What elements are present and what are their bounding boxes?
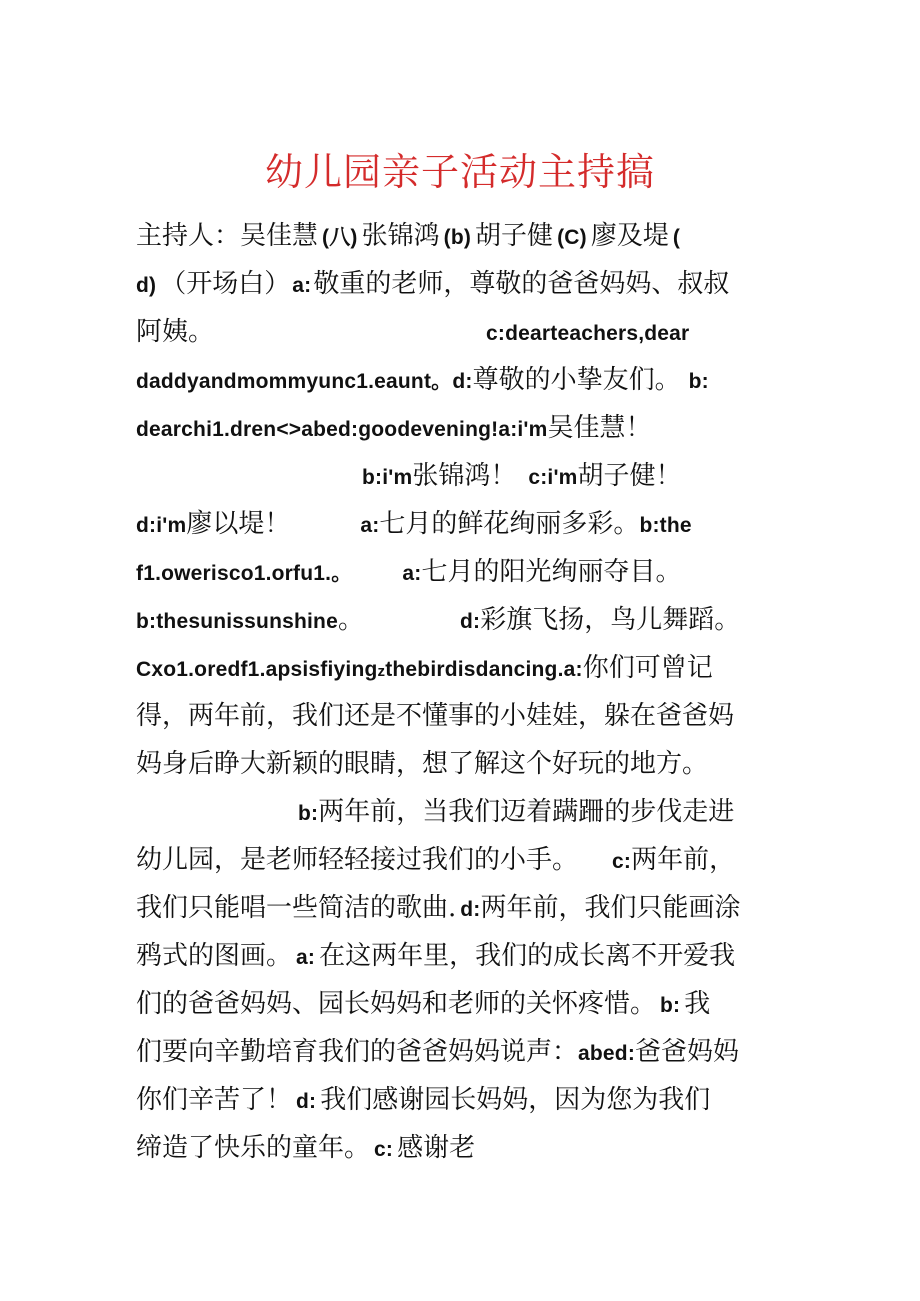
text-line [136,212,796,260]
text-segment: 。 [337,605,364,635]
text-segment: 幼儿园，是老师轻轻接过我们的小手。 [136,845,579,875]
text-segment: b:i'm [362,466,413,489]
text-line [136,980,796,1028]
text-segment: 敬重的老师，尊敬的爸爸妈妈、叔叔 [313,269,730,299]
text-line [136,692,796,740]
text-segment: 我们只能唱一些简洁的歌曲. [136,893,457,923]
text-segment: b: [688,370,709,393]
text-segment: 廖及堤 [590,221,669,251]
text-segment: 你们可曾记 [582,653,713,683]
text-segment: 主持人：吴佳慧 [136,221,319,251]
text-segment: 妈身后睁大新颖的眼睛，想了解这个好玩的地方。 [136,749,709,779]
text-segment: 。 [431,370,453,393]
text-segment: b: [660,994,681,1017]
text-segment: 两年前，我们只能画涂 [480,893,741,923]
text-segment: daddyandmommyunc1.eaunt [136,370,432,393]
text-segment: a: [402,562,422,585]
text-segment: 鸦式的图画。 [136,941,293,971]
text-segment: ( [672,226,681,249]
text-segment: f1.owerisco1.orfu1. [136,562,332,585]
text-segment: d) [136,274,157,297]
text-segment: 我们感谢园长妈妈，因为您为我们 [320,1085,711,1115]
text-segment: (八) [322,226,358,249]
text-segment: 两年前， [631,845,736,875]
text-segment: 胡子健 [475,221,554,251]
page-title: 幼儿园亲子活动主持搞 [264,150,655,194]
text-segment: 们要向辛勤培育我们的爸爸妈妈说声： [136,1037,579,1067]
text-segment: 吴佳慧！ [547,413,652,443]
text-line [136,788,796,836]
text-segment: b:the [639,514,692,537]
text-segment: z [377,663,386,680]
text-line [136,452,796,500]
text-line [136,404,796,452]
text-segment: 胡子健！ [577,461,682,491]
text-segment: c:dearteachers,dear [486,322,690,345]
text-segment: 在这两年里，我们的成长离不开爱我 [319,941,736,971]
text-segment: a: [360,514,380,537]
text-segment: d: [296,1090,317,1113]
text-line [136,500,796,548]
text-segment: d: [459,610,481,633]
text-segment: dearchi1.dren<>abed:goodevening!a:i'm [136,418,548,441]
text-segment: thebirdisdancing.a: [385,658,583,681]
text-segment: 七月的阳光绚丽夺目。 [421,557,682,587]
text-line [136,644,796,692]
text-segment: 张锦鸿！ [412,461,517,491]
text-segment: (b) [443,226,472,249]
text-segment: 我 [684,989,711,1019]
text-segment: 爸爸妈妈 [635,1037,740,1067]
text-segment: 感谢老 [397,1133,476,1163]
text-segment: c: [612,850,632,873]
text-segment: abed: [578,1042,636,1065]
text-segment: （开场白） [160,269,291,299]
text-segment: 你们辛苦了！ [136,1085,293,1115]
text-segment: Cxo1.oredf1.apsisfiying [136,658,378,681]
text-segment: c:i'm [528,466,578,489]
text-segment: 尊敬的小挚友们。 [472,365,681,395]
text-line [136,932,796,980]
text-segment: c: [374,1138,394,1161]
text-segment: 阿姨。 [136,317,215,347]
text-segment: a: [292,274,312,297]
text-segment: 张锦鸿 [361,221,440,251]
text-line [136,884,796,932]
text-segment: a: [296,946,316,969]
text-line [136,1028,796,1076]
text-line [136,308,796,356]
text-segment: d: [452,370,473,393]
text-segment: d: [460,898,481,921]
text-line [136,1124,796,1172]
text-line [136,836,796,884]
text-line [136,740,796,788]
text-line [136,260,796,308]
text-line [136,1076,796,1124]
text-segment: 们的爸爸妈妈、园长妈妈和老师的关怀疼惜。 [136,989,657,1019]
text-segment: 廖以堤！ [186,509,291,539]
text-segment: 两年前，当我们迈着蹒跚的步伐走进 [318,797,735,827]
text-line [136,548,796,596]
text-segment: b:thesunissunshine [136,610,338,633]
text-segment: 缔造了快乐的童年。 [136,1133,371,1163]
text-segment: d:i'm [136,514,187,537]
text-segment: 得，两年前，我们还是不懂事的小娃娃，躲在爸爸妈 [136,701,735,731]
text-segment: 。 [331,562,353,585]
text-segment: 彩旗飞扬，鸟儿舞蹈。 [480,605,741,635]
text-segment: b: [298,802,319,825]
text-segment: (C) [557,226,587,249]
text-line [136,356,796,404]
text-segment: 七月的鲜花绚丽多彩。 [379,509,640,539]
text-line [136,596,796,644]
